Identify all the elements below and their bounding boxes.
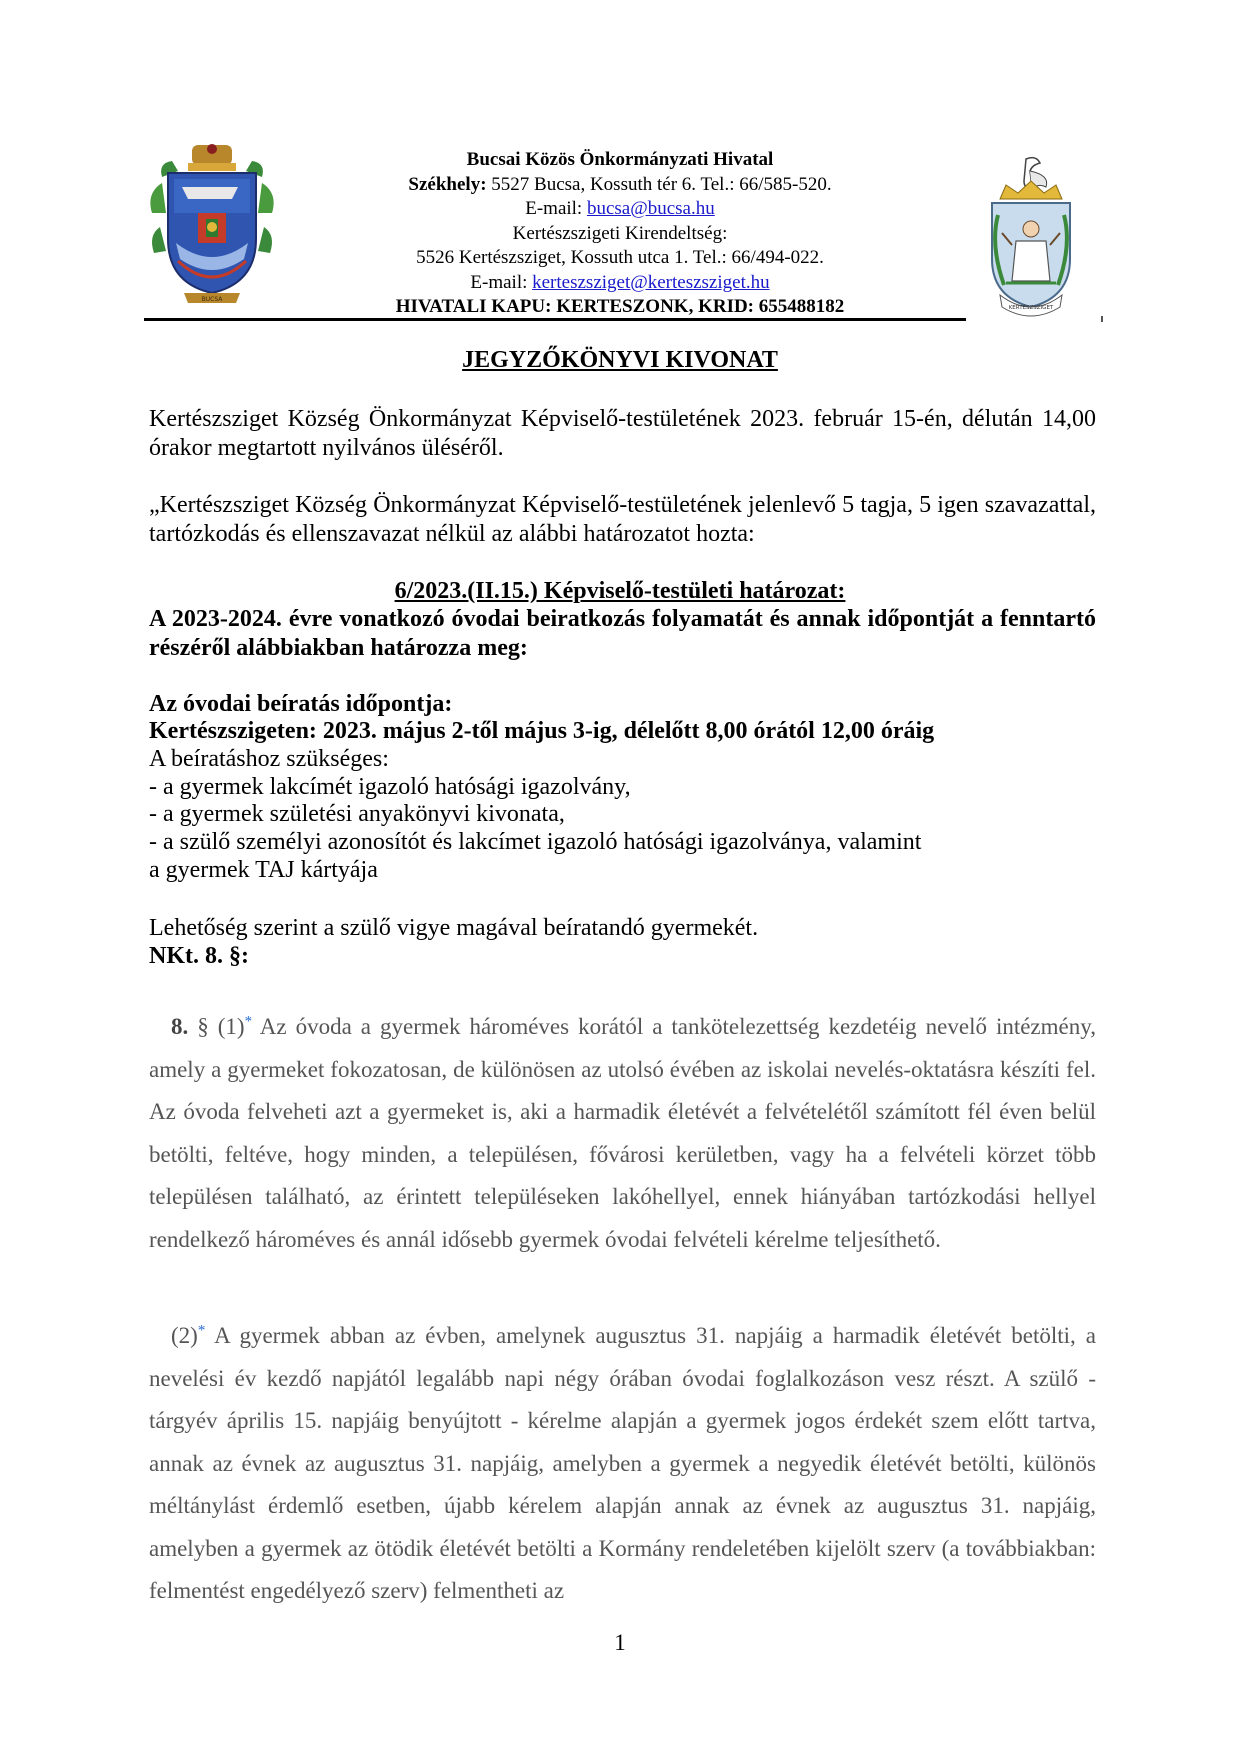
left-crest-text: BUCSA <box>201 296 223 303</box>
resolution-heading-text: 6/2023.(II.15.) Képviselő-testületi határozat: <box>394 578 846 604</box>
requirements-label: A beíratáshoz szükséges: <box>149 746 389 772</box>
right-crest-text: KERTÉSZSZIGET <box>1008 305 1054 311</box>
law-reference: NKt. 8. §: <box>149 943 249 969</box>
branch-name: Kertészszigeti Kirendeltség: <box>512 222 728 244</box>
quote-intro-paragraph: „Kertészsziget Község Önkormányzat Képviselő-testületének jelenlevő 5 tagja, 5 igen szavazattal, tartózkodás és ellenszavazat nélkül az alábbi határozatot hozta: <box>149 492 1096 547</box>
seat-line <box>300 173 940 198</box>
intro-paragraph: Kertészsziget Község Önkormányzat Képviselő-testületének 2023. február 15-én, délután 14,00 órakor megtartott nyilvános üléséről. <box>149 406 1096 461</box>
email2-label: E-mail: <box>470 271 533 293</box>
office-name: Bucsai Közös Önkormányzati Hivatal <box>466 149 774 170</box>
law-p1-text: Az óvoda a gyermek hároméves korától a tankötelezettség kezdetéig nevelő intézmény, amely a gyermeket fokozatosan, de különösen az utolsó évében az iskolai nevelés-oktatásra készíti fel. Az óvoda felveheti azt a gyermeket is, aki a harmadik életévét a felvételétől számított fél éven belül betölti, feltéve, hogy minden, a településen, fővárosi kerületben, vagy ha a felvételi körzet több településen található, az érintett településeken lakóhellyel, ennek hiányában tartózkodási hellyel rendelkező hároméves és annál idősebb gyermek óvodai felvételi kérelme teljesíthető. <box>149 1014 1096 1252</box>
seat-label: Székhely: <box>408 173 487 195</box>
requirement-item: a gyermek TAJ kártyája <box>149 857 378 883</box>
header-divider <box>144 318 966 321</box>
stray-mark <box>1101 316 1103 322</box>
requirement-item: - a gyermek születési anyakönyvi kivonata, <box>149 801 565 827</box>
bucsa-coat-of-arms <box>148 143 276 309</box>
law-paragraph-1 <box>149 1006 1096 1261</box>
amendment-marker[interactable]: * <box>244 1013 253 1030</box>
resolution-heading <box>0 578 1240 605</box>
gateway-line: HIVATALI KAPU: KERTESZONK, KRID: 655488182 <box>395 296 845 317</box>
page-number: 1 <box>614 1630 626 1655</box>
enrollment-date: Kertészszigeten: 2023. május 2-től május 3-ig, délelőtt 8,00 órától 12,00 óráig <box>149 718 935 744</box>
branch-address: 5526 Kertészsziget, Kossuth utca 1. Tel.: 66/494-022. <box>416 247 824 268</box>
requirement-item: - a szülő személyi azonosítót és lakcímet igazoló hatósági igazolványa, valamint <box>149 829 922 855</box>
kerteszsziget-coat-of-arms <box>970 155 1092 321</box>
law-p2-section: (2) <box>171 1323 198 1348</box>
document-title <box>0 347 1240 374</box>
enrollment-date-label: Az óvodai beíratás időpontja: <box>149 691 453 717</box>
email1-line <box>300 197 940 222</box>
letterhead <box>300 148 940 320</box>
email1-link[interactable]: bucsa@bucsa.hu <box>586 198 715 219</box>
law-p2-text: A gyermek abban az évben, amelynek augusztus 31. napjáig a harmadik életévét betölti, a nevelési év kezdő napjától legalább napi négy órában óvodai foglalkozáson vesz részt. A szülő - tárgyév április 15. napjáig benyújtott - kérelme alapján a gyermek jogos érdekét szem előtt tartva, annak az évnek az augusztus 31. napjáig, amelyben a gyermek a negyedik életévét betölti, különös méltánylást érdemlő esetben, újabb kérelem alapján annak az évnek az augusztus 31. napjáig, amelyben a gyermek az ötödik életévét betölti a Kormány rendeletében kijelölt szerv (a továbbiakban: felmentést engedélyező szerv) felmentheti az <box>149 1323 1096 1603</box>
requirement-item: - a gyermek lakcímét igazoló hatósági igazolvány, <box>149 774 631 800</box>
law-section-number: 8. <box>171 1014 189 1039</box>
email1-label: E-mail: <box>525 198 587 219</box>
parent-note: Lehetőség szerint a szülő vigye magával beíratandó gyermekét. <box>149 915 759 941</box>
law-p1-section: § (1) <box>188 1014 245 1039</box>
seat-text: 5527 Bucsa, Kossuth tér 6. Tel.: 66/585-520. <box>486 173 832 195</box>
amendment-marker[interactable]: * <box>197 1322 206 1339</box>
email2-link[interactable]: kerteszsziget@kerteszsziget.hu <box>532 271 770 293</box>
resolution-subject: A 2023-2024. évre vonatkozó óvodai beiratkozás folyamatát és annak időpontját a fenntartó részéről alábbiakban határozza meg: <box>149 606 1096 661</box>
law-paragraph-2 <box>149 1315 1096 1613</box>
document-title-text: JEGYZŐKÖNYVI KIVONAT <box>462 347 778 373</box>
email2-line <box>300 271 940 296</box>
